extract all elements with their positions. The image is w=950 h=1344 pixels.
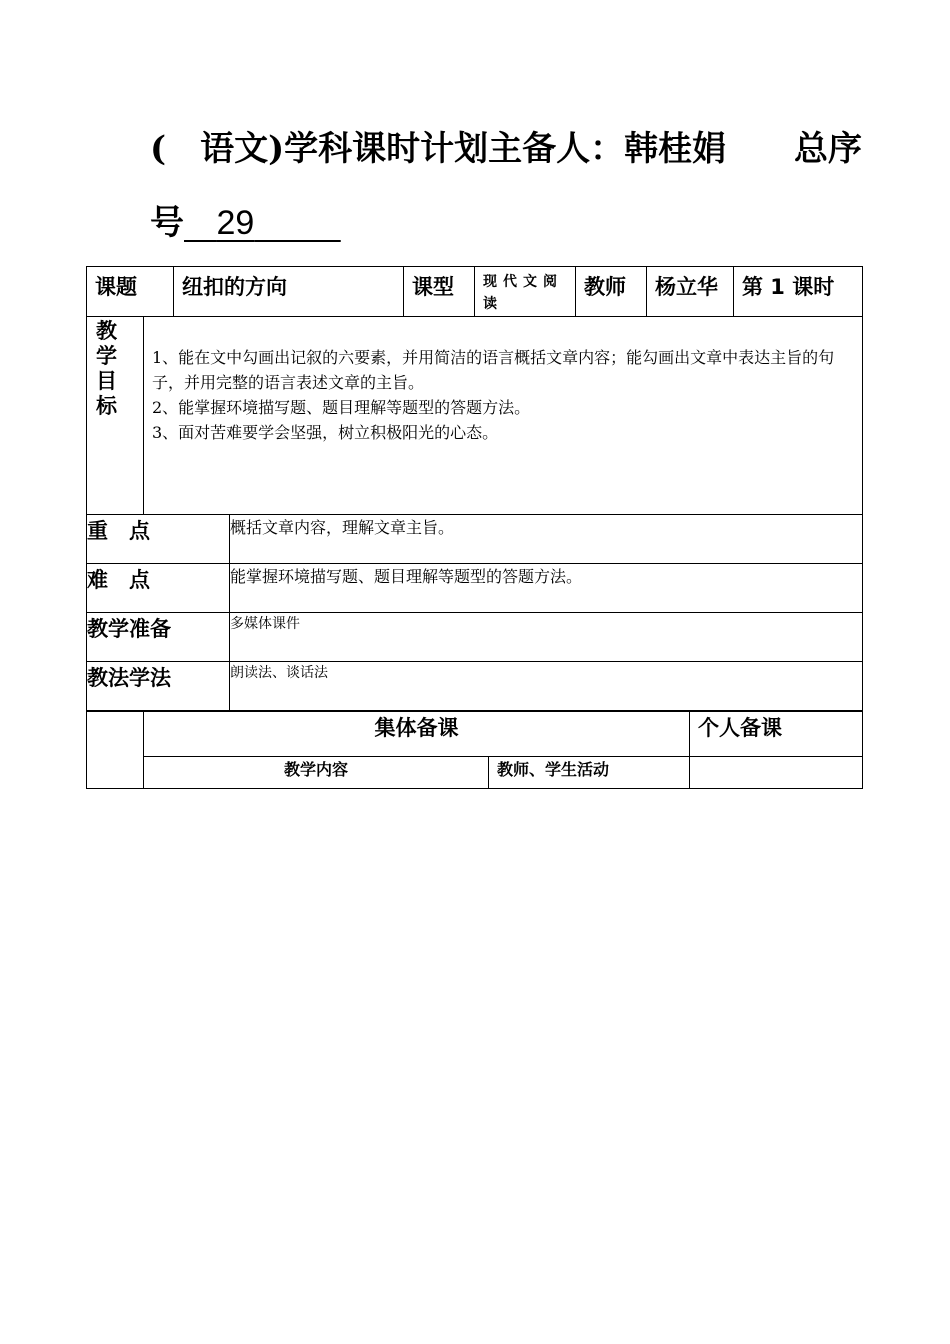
topic-value: 纽扣的方向 — [174, 267, 404, 317]
goal-item: 1、能在文中勾画出记叙的六要素，并用简洁的语言概括文章内容；能勾画出文章中表达主旨的句子，并用完整的语言表述文章的主旨。 — [152, 348, 835, 392]
methods-row — [87, 662, 863, 711]
teaching-content-header: 教学内容 — [144, 757, 489, 789]
difficulty-value: 能掌握环境描写题、题目理解等题型的答题方法。 — [230, 564, 863, 613]
goal-item: 2、能掌握环境描写题、题目理解等题型的答题方法。 — [152, 398, 531, 417]
lesson-details-table — [86, 514, 863, 711]
teacher-label: 教师 — [576, 267, 647, 317]
teaching-goals-table — [86, 316, 863, 515]
serial-number: 29 — [216, 204, 255, 242]
preparation-row — [87, 613, 863, 662]
page-title-serial-suffix: 号 — [150, 203, 184, 243]
goals-list — [144, 317, 862, 445]
type-value: 现代文阅读 — [475, 267, 576, 317]
goals-label-cell — [87, 317, 144, 515]
difficulty-label: 难 点 — [87, 564, 230, 613]
goals-label: 教学目标 — [96, 319, 117, 418]
period-label: 第 1 课时 — [734, 267, 863, 317]
lesson-header-table — [86, 266, 863, 317]
methods-label: 教法学法 — [87, 662, 230, 711]
preparation-label: 教学准备 — [87, 613, 230, 662]
difficulty-row — [87, 564, 863, 613]
teacher-value: 杨立华 — [647, 267, 734, 317]
plan-blank-cell — [87, 712, 144, 789]
page-title-main: ( 语文)学科课时计划主备人：韩桂娟 — [150, 129, 727, 169]
personal-prep-cell — [690, 757, 863, 789]
key-point-label: 重 点 — [87, 515, 230, 564]
type-label: 课型 — [404, 267, 475, 317]
goals-content-cell — [144, 317, 863, 515]
activities-header: 教师、学生活动 — [489, 757, 690, 789]
topic-label: 课题 — [87, 267, 174, 317]
page-title-line-2 — [150, 203, 341, 243]
methods-value: 朗读法、谈话法 — [230, 662, 863, 711]
preparation-value: 多媒体课件 — [230, 613, 863, 662]
lesson-plan-table — [86, 711, 863, 789]
key-point-value: 概括文章内容，理解文章主旨。 — [230, 515, 863, 564]
key-point-row — [87, 515, 863, 564]
goal-item: 3、面对苦难要学会坚强，树立积极阳光的心态。 — [152, 423, 499, 442]
personal-prep-header: 个人备课 — [690, 712, 863, 757]
collective-prep-header: 集体备课 — [144, 712, 690, 757]
page-title-serial-label: 总序 — [794, 129, 862, 169]
page-title-line-1 — [150, 129, 862, 169]
serial-number-field — [184, 203, 341, 243]
